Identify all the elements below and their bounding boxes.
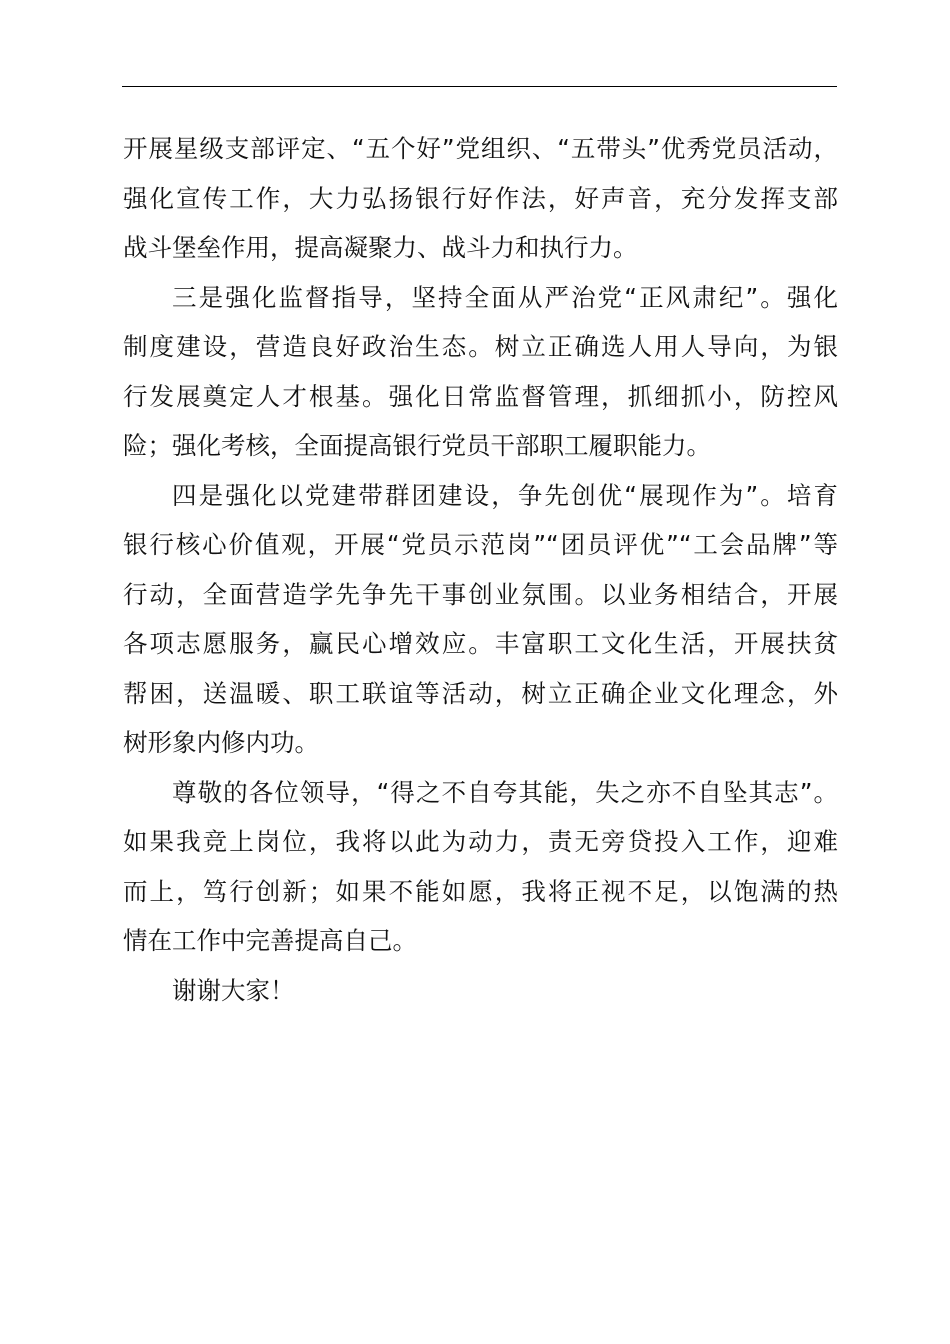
header-rule bbox=[122, 86, 837, 87]
text-line: 银行核心价值观，开展“党员示范岗”“团员评优”“工会品牌”等 bbox=[123, 530, 838, 559]
text-line: 如果我竞上岗位，我将以此为动力，责无旁贷投入工作，迎难 bbox=[123, 827, 838, 856]
text-line: 战斗堡垒作用，提高凝聚力、战斗力和执行力。 bbox=[123, 233, 638, 262]
text-line: 强化宣传工作，大力弘扬银行好作法，好声音，充分发挥支部 bbox=[123, 183, 838, 213]
text-line: 情在工作中完善提高自己。 bbox=[123, 926, 417, 955]
text-line: 各项志愿服务，赢民心增效应。丰富职工文化生活，开展扶贫 bbox=[123, 629, 838, 658]
text-line: 尊敬的各位领导，“得之不自夸其能，失之亦不自坠其志”。 bbox=[172, 777, 838, 807]
text-line: 行发展奠定人才根基。强化日常监督管理，抓细抓小，防控风 bbox=[123, 381, 838, 411]
text-line: 树形象内修内功。 bbox=[123, 728, 319, 757]
document-body bbox=[123, 124, 838, 1015]
text-line: 而上，笃行创新；如果不能如愿，我将正视不足，以饱满的热 bbox=[123, 876, 838, 906]
text-line: 谢谢大家！ bbox=[172, 975, 295, 1005]
text-line: 三是强化监督指导，坚持全面从严治党“正风肃纪”。强化 bbox=[172, 282, 838, 312]
text-line: 险；强化考核，全面提高银行党员干部职工履职能力。 bbox=[123, 431, 711, 460]
text-line: 行动，全面营造学先争先干事创业氛围。以业务相结合，开展 bbox=[123, 579, 838, 609]
text-line: 开展星级支部评定、“五个好”党组织、“五带头”优秀党员活动， bbox=[123, 134, 838, 163]
text-line: 制度建设，营造良好政治生态。树立正确选人用人导向，为银 bbox=[123, 332, 838, 361]
text-line: 四是强化以党建带群团建设，争先创优“展现作为”。培育 bbox=[172, 480, 838, 510]
text-line: 帮困，送温暖、职工联谊等活动，树立正确企业文化理念，外 bbox=[123, 678, 838, 708]
